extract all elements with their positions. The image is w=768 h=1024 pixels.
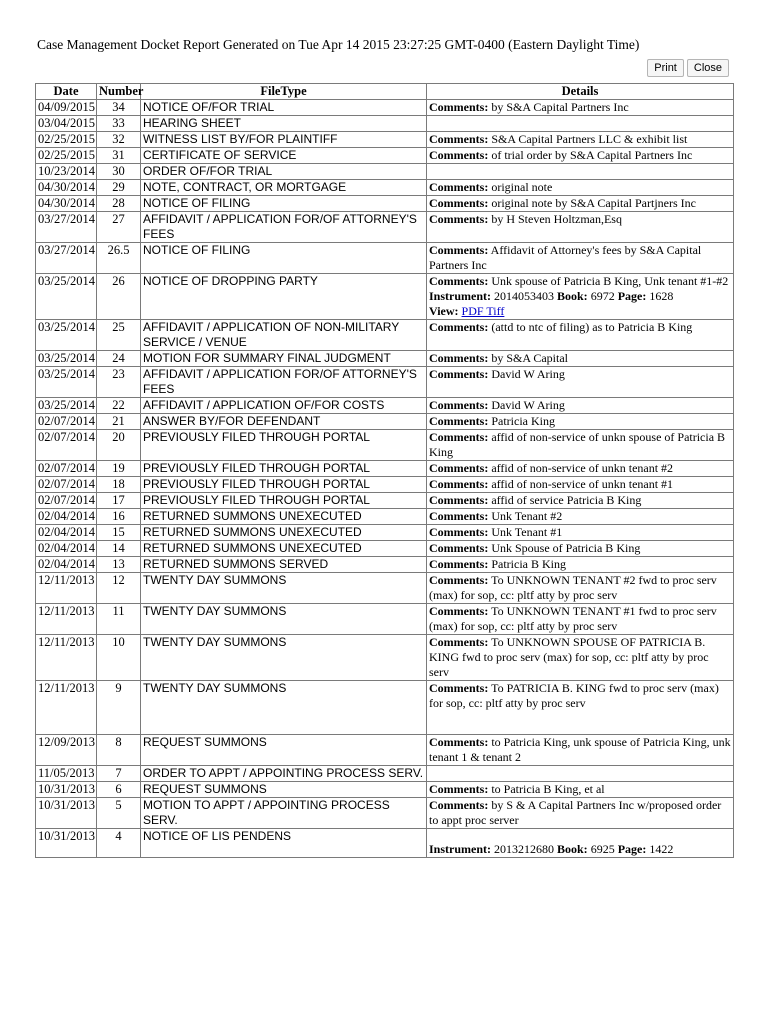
comments-label: Comments: [429,461,489,475]
row-number: 10 [97,635,141,681]
row-date: 10/31/2013 [36,782,97,798]
table-row [36,477,734,493]
row-details [427,541,734,557]
comments-text: Patricia B King [491,557,566,571]
comments-label: Comments: [429,782,489,796]
comments-text: by S&A Capital [491,351,568,365]
table-row [36,367,734,398]
comments-line [429,180,731,195]
row-filetype: TWENTY DAY SUMMONS [141,635,427,681]
comments-label: Comments: [429,132,489,146]
row-date: 02/07/2014 [36,493,97,509]
row-number: 19 [97,461,141,477]
comments-line [429,148,731,163]
comments-line [429,573,731,603]
row-details [427,477,734,493]
row-filetype: RETURNED SUMMONS UNEXECUTED [141,541,427,557]
table-row [36,212,734,243]
row-number: 33 [97,116,141,132]
row-date: 10/31/2013 [36,829,97,858]
row-details [427,148,734,164]
row-date: 12/11/2013 [36,635,97,681]
row-filetype: TWENTY DAY SUMMONS [141,573,427,604]
row-date: 04/09/2015 [36,100,97,116]
row-date: 03/25/2014 [36,367,97,398]
table-row [36,320,734,351]
row-filetype: HEARING SHEET [141,116,427,132]
column-header-number: Number [97,84,141,100]
comments-line [429,320,731,335]
row-date: 02/07/2014 [36,414,97,430]
row-filetype: NOTE, CONTRACT, OR MORTGAGE [141,180,427,196]
row-details [427,164,734,180]
comments-text: To PATRICIA B. KING fwd to proc serv (max) for sop, cc: pltf atty by proc serv [429,681,719,710]
comments-line [429,414,731,429]
comments-line [429,681,731,711]
comments-text: Affidavit of Attorney's fees by S&A Capital Partners Inc [429,243,702,272]
row-number: 31 [97,148,141,164]
table-row [36,681,734,735]
table-row [36,798,734,829]
table-row [36,541,734,557]
row-details [427,604,734,635]
row-number: 25 [97,320,141,351]
comments-label: Comments: [429,681,489,695]
row-date: 12/11/2013 [36,604,97,635]
row-filetype: NOTICE OF DROPPING PARTY [141,274,427,320]
table-row [36,735,734,766]
print-button[interactable]: Print [647,59,684,77]
page-label: Page: [617,842,647,856]
page-number: 1628 [649,289,674,303]
comments-label: Comments: [429,573,489,587]
comments-line [429,635,731,680]
comments-text: to Patricia B King, et al [491,782,605,796]
row-details [427,414,734,430]
comments-line [429,100,731,115]
table-row [36,509,734,525]
row-details [427,461,734,477]
book-number: 6972 [590,289,615,303]
comments-text: original note by S&A Capital Partjners Inc [491,196,696,210]
comments-label: Comments: [429,557,489,571]
row-filetype: REQUEST SUMMONS [141,782,427,798]
table-row [36,351,734,367]
row-date: 02/07/2014 [36,477,97,493]
instrument-number: 2014053403 [494,289,554,303]
comments-text: David W Aring [491,367,565,381]
row-date: 03/25/2014 [36,351,97,367]
row-filetype: ORDER TO APPT / APPOINTING PROCESS SERV. [141,766,427,782]
row-details [427,681,734,735]
comments-text: David W Aring [491,398,565,412]
column-header-filetype: FileType [141,84,427,100]
row-details [427,493,734,509]
table-row [36,132,734,148]
row-number: 26.5 [97,243,141,274]
comments-line [429,782,731,797]
row-date: 10/23/2014 [36,164,97,180]
comments-line [429,212,731,227]
close-button[interactable]: Close [687,59,729,77]
row-number: 27 [97,212,141,243]
book-label: Book: [557,842,588,856]
row-date: 03/27/2014 [36,243,97,274]
comments-label: Comments: [429,100,489,114]
row-details [427,243,734,274]
table-row [36,557,734,573]
row-date: 12/09/2013 [36,735,97,766]
comments-text: to Patricia King, unk spouse of Patricia King, unk tenant 1 & tenant 2 [429,735,731,764]
comments-label: Comments: [429,604,489,618]
row-filetype: PREVIOUSLY FILED THROUGH PORTAL [141,430,427,461]
row-filetype: AFFIDAVIT / APPLICATION OF NON-MILITARY SERVICE / VENUE [141,320,427,351]
table-row [36,100,734,116]
row-date: 03/04/2015 [36,116,97,132]
instrument-label: Instrument: [429,842,491,856]
row-filetype: RETURNED SUMMONS UNEXECUTED [141,525,427,541]
row-number: 16 [97,509,141,525]
table-row [36,196,734,212]
page-number: 1422 [649,842,674,856]
comments-label: Comments: [429,351,489,365]
comments-line [429,351,731,366]
comments-line [429,196,731,211]
row-number: 15 [97,525,141,541]
comments-label: Comments: [429,509,489,523]
comments-line [429,493,731,508]
row-details [427,100,734,116]
row-details [427,509,734,525]
row-details [427,766,734,782]
row-number: 20 [97,430,141,461]
pdf-tiff-link[interactable]: PDF Tiff [461,304,505,318]
table-row [36,829,734,858]
comments-label: Comments: [429,477,489,491]
comments-text: Unk Tenant #2 [491,509,563,523]
row-date: 02/25/2015 [36,132,97,148]
row-number: 26 [97,274,141,320]
comments-line [429,798,731,828]
comments-line [429,557,731,572]
row-number: 17 [97,493,141,509]
table-row [36,430,734,461]
row-number: 9 [97,681,141,735]
row-details [427,782,734,798]
table-row [36,180,734,196]
comments-label: Comments: [429,525,489,539]
comments-line [429,541,731,556]
row-date: 03/25/2014 [36,398,97,414]
comments-label: Comments: [429,274,489,288]
row-number: 34 [97,100,141,116]
row-date: 10/31/2013 [36,798,97,829]
comments-line [429,509,731,524]
row-filetype: PREVIOUSLY FILED THROUGH PORTAL [141,461,427,477]
comments-line [429,132,731,147]
docket-header-row [36,84,734,100]
comments-text: Unk Tenant #1 [491,525,563,539]
comments-text: by S & A Capital Partners Inc w/proposed order to appt proc server [429,798,722,827]
row-filetype: TWENTY DAY SUMMONS [141,681,427,735]
comments-text: Unk spouse of Patricia B King, Unk tenant #1-#2 [491,274,729,288]
comments-text: original note [491,180,553,194]
comments-text: by S&A Capital Partners Inc [491,100,629,114]
table-row [36,604,734,635]
row-number: 18 [97,477,141,493]
view-label: View: [429,304,459,318]
comments-text: To UNKNOWN TENANT #1 fwd to proc serv (max) for sop, cc: pltf atty by proc serv [429,604,717,633]
table-row [36,148,734,164]
row-date: 02/04/2014 [36,509,97,525]
comments-line [429,477,731,492]
row-filetype: PREVIOUSLY FILED THROUGH PORTAL [141,477,427,493]
instrument-line [429,842,731,857]
row-details [427,180,734,196]
view-line [429,304,731,319]
comments-line [429,398,731,413]
comments-line [429,735,731,765]
row-filetype: NOTICE OF FILING [141,196,427,212]
row-details [427,829,734,858]
row-date: 02/07/2014 [36,461,97,477]
comments-text: by H Steven Holtzman,Esq [491,212,622,226]
row-number: 28 [97,196,141,212]
row-number: 24 [97,351,141,367]
comments-text: affid of non-service of unkn tenant #2 [491,461,674,475]
book-label: Book: [557,289,588,303]
row-date: 02/04/2014 [36,557,97,573]
comments-text: Patricia King [491,414,555,428]
row-number: 6 [97,782,141,798]
comments-line [429,604,731,634]
row-details [427,132,734,148]
report-actions [647,59,729,77]
row-details [427,798,734,829]
table-row [36,164,734,180]
comments-label: Comments: [429,430,489,444]
row-filetype: NOTICE OF FILING [141,243,427,274]
report-header: Case Management Docket Report Generated on Tue Apr 14 2015 23:27:25 GMT-0400 (Eastern Daylight Time) [37,37,640,52]
row-filetype: NOTICE OF/FOR TRIAL [141,100,427,116]
table-row [36,461,734,477]
row-filetype: REQUEST SUMMONS [141,735,427,766]
row-date: 04/30/2014 [36,180,97,196]
row-number: 8 [97,735,141,766]
row-details [427,367,734,398]
row-date: 03/25/2014 [36,320,97,351]
comments-label: Comments: [429,414,489,428]
row-number: 23 [97,367,141,398]
row-details [427,635,734,681]
comments-text: affid of service Patricia B King [491,493,642,507]
row-details [427,430,734,461]
row-number: 14 [97,541,141,557]
row-details [427,274,734,320]
row-date: 12/11/2013 [36,573,97,604]
instrument-number: 2013212680 [494,842,554,856]
row-date: 02/25/2015 [36,148,97,164]
table-row [36,493,734,509]
docket-table [35,83,734,858]
comments-text: (attd to ntc of filing) as to Patricia B King [491,320,693,334]
instrument-line [429,289,731,304]
table-row [36,766,734,782]
row-date: 12/11/2013 [36,681,97,735]
row-date: 02/07/2014 [36,430,97,461]
row-number: 21 [97,414,141,430]
row-filetype: RETURNED SUMMONS UNEXECUTED [141,509,427,525]
comments-label: Comments: [429,635,489,649]
comments-label: Comments: [429,148,489,162]
row-number: 7 [97,766,141,782]
row-number: 11 [97,604,141,635]
instrument-label: Instrument: [429,289,491,303]
row-filetype: AFFIDAVIT / APPLICATION FOR/OF ATTORNEY'S FEES [141,212,427,243]
comments-text: To UNKNOWN TENANT #2 fwd to proc serv (max) for sop, cc: pltf atty by proc serv [429,573,717,602]
comments-text: To UNKNOWN SPOUSE OF PATRICIA B. KING fwd to proc serv (max) for sop, cc: pltf atty by proc serv [429,635,709,679]
table-row [36,635,734,681]
table-row [36,398,734,414]
comments-label: Comments: [429,541,489,555]
row-number: 30 [97,164,141,180]
row-filetype: NOTICE OF LIS PENDENS [141,829,427,858]
row-details [427,735,734,766]
comments-label: Comments: [429,180,489,194]
row-details [427,351,734,367]
table-row [36,414,734,430]
row-filetype: ANSWER BY/FOR DEFENDANT [141,414,427,430]
table-row [36,782,734,798]
comments-label: Comments: [429,320,489,334]
row-details [427,398,734,414]
row-filetype: AFFIDAVIT / APPLICATION FOR/OF ATTORNEY'S FEES [141,367,427,398]
table-row [36,573,734,604]
row-date: 02/04/2014 [36,541,97,557]
row-filetype: RETURNED SUMMONS SERVED [141,557,427,573]
comments-line [429,430,731,460]
comments-line [429,461,731,476]
row-number: 4 [97,829,141,858]
comments-text: S&A Capital Partners LLC & exhibit list [491,132,688,146]
row-details [427,196,734,212]
row-date: 03/27/2014 [36,212,97,243]
comments-line [429,367,731,382]
row-details [427,116,734,132]
table-row [36,525,734,541]
comments-text: affid of non-service of unkn tenant #1 [491,477,674,491]
row-date: 03/25/2014 [36,274,97,320]
docket-body [36,100,734,858]
row-filetype: MOTION TO APPT / APPOINTING PROCESS SERV. [141,798,427,829]
comments-label: Comments: [429,243,489,257]
table-row [36,274,734,320]
row-number: 13 [97,557,141,573]
row-number: 22 [97,398,141,414]
comments-label: Comments: [429,735,489,749]
row-details [427,525,734,541]
row-number: 12 [97,573,141,604]
table-row [36,116,734,132]
row-details [427,557,734,573]
comments-text: of trial order by S&A Capital Partners Inc [491,148,693,162]
column-header-date: Date [36,84,97,100]
column-header-details: Details [427,84,734,100]
row-date: 04/30/2014 [36,196,97,212]
comments-label: Comments: [429,367,489,381]
comments-label: Comments: [429,493,489,507]
row-number: 32 [97,132,141,148]
row-filetype: AFFIDAVIT / APPLICATION OF/FOR COSTS [141,398,427,414]
row-filetype: WITNESS LIST BY/FOR PLAINTIFF [141,132,427,148]
row-filetype: TWENTY DAY SUMMONS [141,604,427,635]
row-details [427,212,734,243]
row-number: 29 [97,180,141,196]
comments-line [429,274,731,289]
comments-label: Comments: [429,398,489,412]
row-date: 11/05/2013 [36,766,97,782]
comments-label: Comments: [429,196,489,210]
row-details [427,320,734,351]
comments-text: Unk Spouse of Patricia B King [491,541,641,555]
comments-label: Comments: [429,798,489,812]
row-date: 02/04/2014 [36,525,97,541]
row-number: 5 [97,798,141,829]
book-number: 6925 [590,842,615,856]
comments-text: affid of non-service of unkn spouse of Patricia B King [429,430,726,459]
table-row [36,243,734,274]
row-filetype: ORDER OF/FOR TRIAL [141,164,427,180]
row-filetype: MOTION FOR SUMMARY FINAL JUDGMENT [141,351,427,367]
row-filetype: CERTIFICATE OF SERVICE [141,148,427,164]
comments-label: Comments: [429,212,489,226]
comments-line [429,525,731,540]
page-label: Page: [617,289,647,303]
row-filetype: PREVIOUSLY FILED THROUGH PORTAL [141,493,427,509]
comments-line [429,243,731,273]
row-details [427,573,734,604]
